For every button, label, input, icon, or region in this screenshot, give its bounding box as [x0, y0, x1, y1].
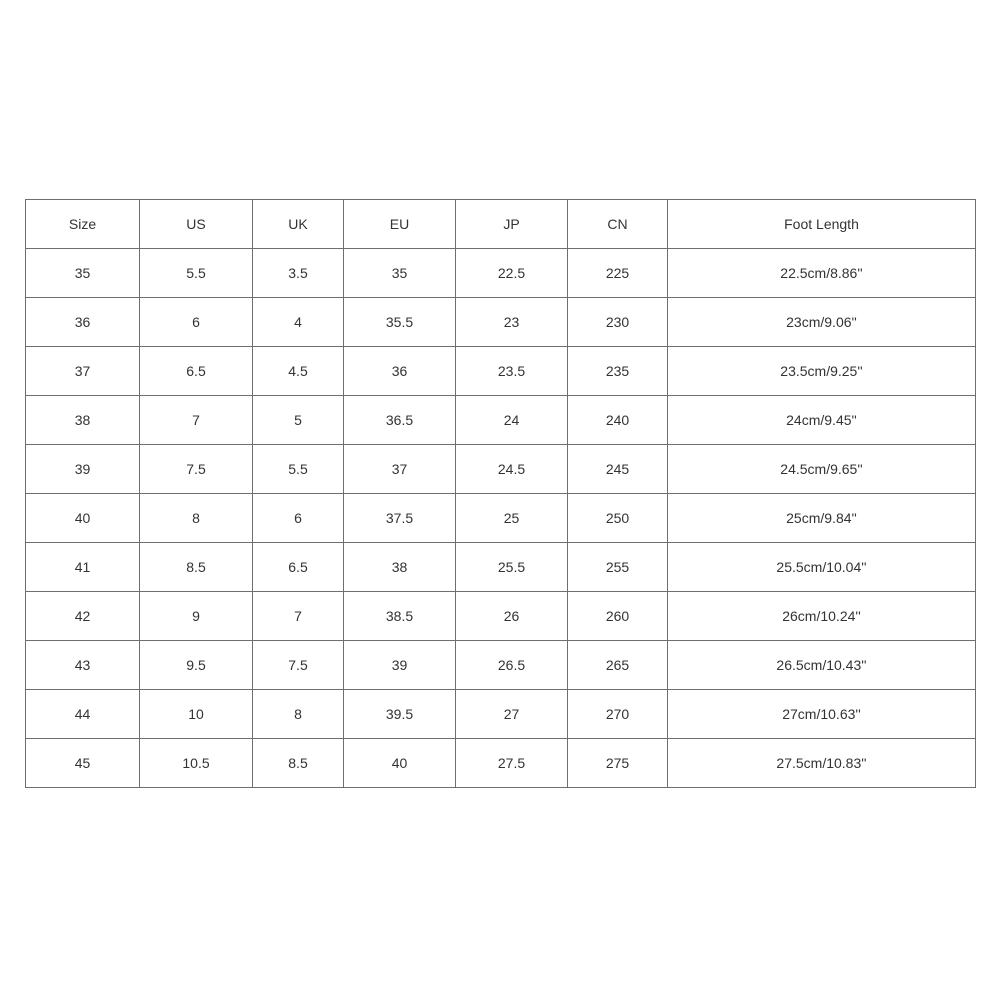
cell-eu: 37 — [344, 445, 456, 494]
cell-eu: 37.5 — [344, 494, 456, 543]
cell-size: 43 — [26, 641, 140, 690]
cell-jp: 27.5 — [456, 739, 568, 788]
table-row — [26, 494, 976, 543]
cell-jp: 23.5 — [456, 347, 568, 396]
cell-uk: 6 — [253, 494, 344, 543]
cell-us: 7.5 — [140, 445, 253, 494]
cell-uk: 4.5 — [253, 347, 344, 396]
cell-cn: 270 — [568, 690, 668, 739]
cell-eu: 39 — [344, 641, 456, 690]
header-us: US — [140, 200, 253, 249]
table-row — [26, 690, 976, 739]
header-uk: UK — [253, 200, 344, 249]
cell-cn: 235 — [568, 347, 668, 396]
cell-cn: 245 — [568, 445, 668, 494]
cell-us: 8 — [140, 494, 253, 543]
cell-us: 9 — [140, 592, 253, 641]
cell-us: 8.5 — [140, 543, 253, 592]
cell-eu: 36 — [344, 347, 456, 396]
cell-us: 7 — [140, 396, 253, 445]
cell-uk: 7.5 — [253, 641, 344, 690]
table-row — [26, 249, 976, 298]
cell-size: 37 — [26, 347, 140, 396]
cell-jp: 24.5 — [456, 445, 568, 494]
cell-uk: 7 — [253, 592, 344, 641]
header-size: Size — [26, 200, 140, 249]
cell-size: 44 — [26, 690, 140, 739]
cell-cn: 255 — [568, 543, 668, 592]
cell-uk: 6.5 — [253, 543, 344, 592]
cell-uk: 8.5 — [253, 739, 344, 788]
cell-size: 42 — [26, 592, 140, 641]
cell-foot-length: 27.5cm/10.83'' — [668, 739, 976, 788]
cell-foot-length: 23cm/9.06'' — [668, 298, 976, 347]
cell-cn: 260 — [568, 592, 668, 641]
cell-eu: 36.5 — [344, 396, 456, 445]
cell-eu: 35.5 — [344, 298, 456, 347]
cell-foot-length: 26cm/10.24'' — [668, 592, 976, 641]
cell-size: 40 — [26, 494, 140, 543]
cell-uk: 3.5 — [253, 249, 344, 298]
cell-size: 41 — [26, 543, 140, 592]
header-jp: JP — [456, 200, 568, 249]
cell-us: 6 — [140, 298, 253, 347]
table-row — [26, 298, 976, 347]
cell-us: 10 — [140, 690, 253, 739]
table-row — [26, 739, 976, 788]
table-row — [26, 347, 976, 396]
cell-eu: 40 — [344, 739, 456, 788]
cell-eu: 35 — [344, 249, 456, 298]
cell-size: 36 — [26, 298, 140, 347]
cell-cn: 250 — [568, 494, 668, 543]
cell-foot-length: 24cm/9.45'' — [668, 396, 976, 445]
cell-cn: 275 — [568, 739, 668, 788]
cell-foot-length: 22.5cm/8.86'' — [668, 249, 976, 298]
cell-foot-length: 25cm/9.84'' — [668, 494, 976, 543]
table-row — [26, 543, 976, 592]
cell-foot-length: 25.5cm/10.04'' — [668, 543, 976, 592]
cell-foot-length: 23.5cm/9.25'' — [668, 347, 976, 396]
cell-jp: 25.5 — [456, 543, 568, 592]
cell-jp: 26.5 — [456, 641, 568, 690]
cell-uk: 5.5 — [253, 445, 344, 494]
cell-us: 10.5 — [140, 739, 253, 788]
table-row — [26, 396, 976, 445]
cell-cn: 240 — [568, 396, 668, 445]
header-foot-length: Foot Length — [668, 200, 976, 249]
size-chart-table — [25, 199, 976, 788]
cell-eu: 38.5 — [344, 592, 456, 641]
header-row — [26, 200, 976, 249]
cell-jp: 25 — [456, 494, 568, 543]
cell-jp: 27 — [456, 690, 568, 739]
cell-cn: 225 — [568, 249, 668, 298]
cell-size: 38 — [26, 396, 140, 445]
cell-foot-length: 26.5cm/10.43'' — [668, 641, 976, 690]
table-row — [26, 445, 976, 494]
cell-jp: 26 — [456, 592, 568, 641]
table-row — [26, 592, 976, 641]
cell-us: 5.5 — [140, 249, 253, 298]
table-row — [26, 641, 976, 690]
cell-size: 35 — [26, 249, 140, 298]
cell-jp: 24 — [456, 396, 568, 445]
cell-cn: 230 — [568, 298, 668, 347]
cell-eu: 39.5 — [344, 690, 456, 739]
header-eu: EU — [344, 200, 456, 249]
cell-cn: 265 — [568, 641, 668, 690]
header-cn: CN — [568, 200, 668, 249]
cell-uk: 8 — [253, 690, 344, 739]
cell-size: 39 — [26, 445, 140, 494]
cell-eu: 38 — [344, 543, 456, 592]
cell-foot-length: 24.5cm/9.65'' — [668, 445, 976, 494]
cell-size: 45 — [26, 739, 140, 788]
cell-jp: 23 — [456, 298, 568, 347]
cell-foot-length: 27cm/10.63'' — [668, 690, 976, 739]
cell-us: 6.5 — [140, 347, 253, 396]
cell-uk: 5 — [253, 396, 344, 445]
cell-uk: 4 — [253, 298, 344, 347]
cell-jp: 22.5 — [456, 249, 568, 298]
cell-us: 9.5 — [140, 641, 253, 690]
